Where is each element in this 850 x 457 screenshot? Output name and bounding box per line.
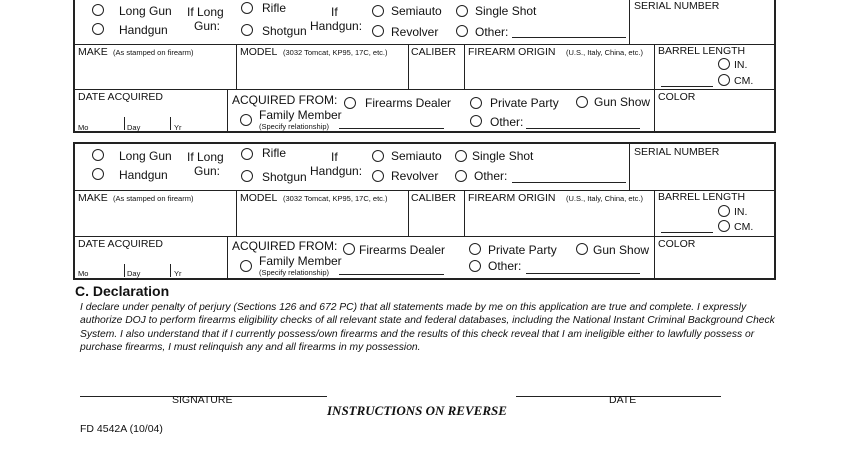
date-acquired-label: DATE ACQUIRED	[78, 91, 163, 103]
single-shot-radio[interactable]	[455, 150, 467, 162]
gun-show-radio[interactable]	[576, 96, 588, 108]
semiauto-radio[interactable]	[372, 150, 384, 162]
serial-number-label: SERIAL NUMBER	[634, 146, 720, 158]
private-party-label: Private Party	[488, 243, 557, 257]
yr-label: Yr	[174, 123, 182, 132]
other-type-line[interactable]	[512, 37, 626, 38]
cm-radio[interactable]	[718, 74, 730, 86]
cm-radio[interactable]	[718, 220, 730, 232]
in-radio[interactable]	[718, 58, 730, 70]
rifle-label: Rifle	[262, 1, 287, 15]
model-hint: (3032 Tomcat, KP95, 17C, etc.)	[283, 194, 388, 203]
family-member-label: Family Member	[259, 254, 342, 268]
long-gun-label: Long Gun	[119, 4, 172, 18]
shotgun-radio[interactable]	[241, 170, 253, 182]
barrel-length-line[interactable]	[661, 86, 713, 87]
caliber-label: CALIBER	[411, 192, 456, 204]
shotgun-label: Shotgun	[262, 170, 307, 184]
day-label: Day	[127, 269, 141, 278]
color-label: COLOR	[658, 238, 696, 250]
gun-show-label: Gun Show	[594, 95, 651, 109]
make-hint: (As stamped on firearm)	[113, 194, 194, 203]
handgun-radio[interactable]	[92, 23, 104, 35]
origin-hint: (U.S., Italy, China, etc.)	[566, 194, 643, 203]
acq-other-radio[interactable]	[469, 260, 481, 272]
barrel-length-label: BARREL LENGTH	[658, 45, 746, 57]
in-label: IN.	[734, 59, 748, 71]
cm-label: CM.	[734, 75, 754, 87]
in-radio[interactable]	[718, 205, 730, 217]
acq-other-label: Other:	[490, 115, 524, 129]
acq-other-radio[interactable]	[470, 115, 482, 127]
if-handgun-label-1: If	[331, 5, 338, 19]
handgun-label: Handgun	[119, 168, 168, 182]
relationship-line[interactable]	[339, 128, 444, 129]
make-hint: (As stamped on firearm)	[113, 48, 194, 57]
family-member-radio[interactable]	[240, 114, 252, 126]
handgun-radio[interactable]	[92, 168, 104, 180]
caliber-label: CALIBER	[411, 46, 456, 58]
firearms-dealer-radio[interactable]	[344, 97, 356, 109]
gun-show-label: Gun Show	[593, 243, 650, 257]
private-party-radio[interactable]	[469, 243, 481, 255]
firearms-dealer-label: Firearms Dealer	[365, 96, 452, 110]
acq-other-line[interactable]	[526, 128, 640, 129]
revolver-label: Revolver	[391, 25, 439, 39]
if-long-gun-label-2: Gun:	[194, 19, 221, 33]
shotgun-label: Shotgun	[262, 24, 307, 38]
date-label: DATE	[609, 394, 637, 406]
other-type-label: Other:	[474, 169, 508, 183]
long-gun-label: Long Gun	[119, 149, 172, 163]
declaration-text: I declare under penalty of perjury (Sections 126 and 672 PC) that all statements made by me on this application are true and complete. I expressly authorize DOJ to perform firearms eligibility checks of all relevant state and federal databases, including the National Instant Criminal Background Check System. I also understand that if I currently possess/own firearms and the results of this check reveal that I am ineligible either to lawfully possess or purchase firearms, I must relinquish any and all firearms in my possession.	[80, 302, 775, 353]
single-shot-label: Single Shot	[472, 149, 534, 163]
origin-hint: (U.S., Italy, China, etc.)	[566, 48, 643, 57]
make-label: MAKE	[78, 192, 108, 204]
firearms-dealer-label: Firearms Dealer	[359, 243, 446, 257]
model-label: MODEL	[240, 46, 278, 58]
relationship-line[interactable]	[339, 274, 444, 275]
revolver-label: Revolver	[391, 169, 439, 183]
handgun-label: Handgun	[119, 23, 168, 37]
single-shot-label: Single Shot	[475, 4, 537, 18]
origin-label: FIREARM ORIGIN	[468, 192, 556, 204]
signature-label: SIGNATURE	[172, 394, 233, 406]
cm-label: CM.	[734, 221, 754, 233]
mo-label: Mo	[78, 123, 89, 132]
form-id: FD 4542A (10/04)	[80, 423, 163, 435]
long-gun-radio[interactable]	[92, 149, 104, 161]
firearms-dealer-radio[interactable]	[343, 243, 355, 255]
acq-other-label: Other:	[488, 259, 522, 273]
if-handgun-label-2: Handgun:	[310, 19, 363, 33]
if-handgun-label-2: Handgun:	[310, 164, 363, 178]
family-member-radio[interactable]	[240, 260, 252, 272]
yr-label: Yr	[174, 269, 182, 278]
other-type-label: Other:	[475, 25, 509, 39]
acq-other-line[interactable]	[526, 273, 640, 274]
single-shot-radio[interactable]	[456, 5, 468, 17]
make-label: MAKE	[78, 46, 108, 58]
declaration-title: C. Declaration	[75, 283, 170, 299]
semiauto-radio[interactable]	[372, 5, 384, 17]
other-type-line[interactable]	[512, 182, 626, 183]
revolver-radio[interactable]	[372, 25, 384, 37]
instructions-note: INSTRUCTIONS ON REVERSE	[327, 403, 507, 418]
mo-label: Mo	[78, 269, 89, 278]
gun-show-radio[interactable]	[576, 243, 588, 255]
barrel-length-line[interactable]	[661, 232, 713, 233]
other-type-radio[interactable]	[455, 170, 467, 182]
barrel-length-label: BARREL LENGTH	[658, 191, 746, 203]
rifle-radio[interactable]	[241, 2, 253, 14]
if-long-gun-label-1: If Long	[187, 150, 224, 164]
rifle-radio[interactable]	[241, 148, 253, 160]
origin-label: FIREARM ORIGIN	[468, 46, 556, 58]
color-label: COLOR	[658, 91, 696, 103]
shotgun-radio[interactable]	[241, 24, 253, 36]
long-gun-radio[interactable]	[92, 4, 104, 16]
family-member-label: Family Member	[259, 108, 342, 122]
specify-hint: (Specify relationship)	[259, 122, 330, 131]
if-handgun-label-1: If	[331, 150, 338, 164]
other-type-radio[interactable]	[456, 25, 468, 37]
if-long-gun-label-1: If Long	[187, 5, 224, 19]
in-label: IN.	[734, 206, 748, 218]
semiauto-label: Semiauto	[391, 4, 442, 18]
serial-number-label: SERIAL NUMBER	[634, 0, 720, 12]
date-acquired-label: DATE ACQUIRED	[78, 238, 163, 250]
day-label: Day	[127, 123, 141, 132]
if-long-gun-label-2: Gun:	[194, 164, 221, 178]
rifle-label: Rifle	[262, 146, 287, 160]
private-party-label: Private Party	[490, 96, 559, 110]
semiauto-label: Semiauto	[391, 149, 442, 163]
acquired-from-label: ACQUIRED FROM:	[232, 93, 338, 107]
model-label: MODEL	[240, 192, 278, 204]
specify-hint: (Specify relationship)	[259, 268, 330, 277]
revolver-radio[interactable]	[372, 170, 384, 182]
private-party-radio[interactable]	[470, 97, 482, 109]
model-hint: (3032 Tomcat, KP95, 17C, etc.)	[283, 48, 388, 57]
acquired-from-label: ACQUIRED FROM:	[232, 239, 338, 253]
block-1-border	[73, 0, 776, 133]
